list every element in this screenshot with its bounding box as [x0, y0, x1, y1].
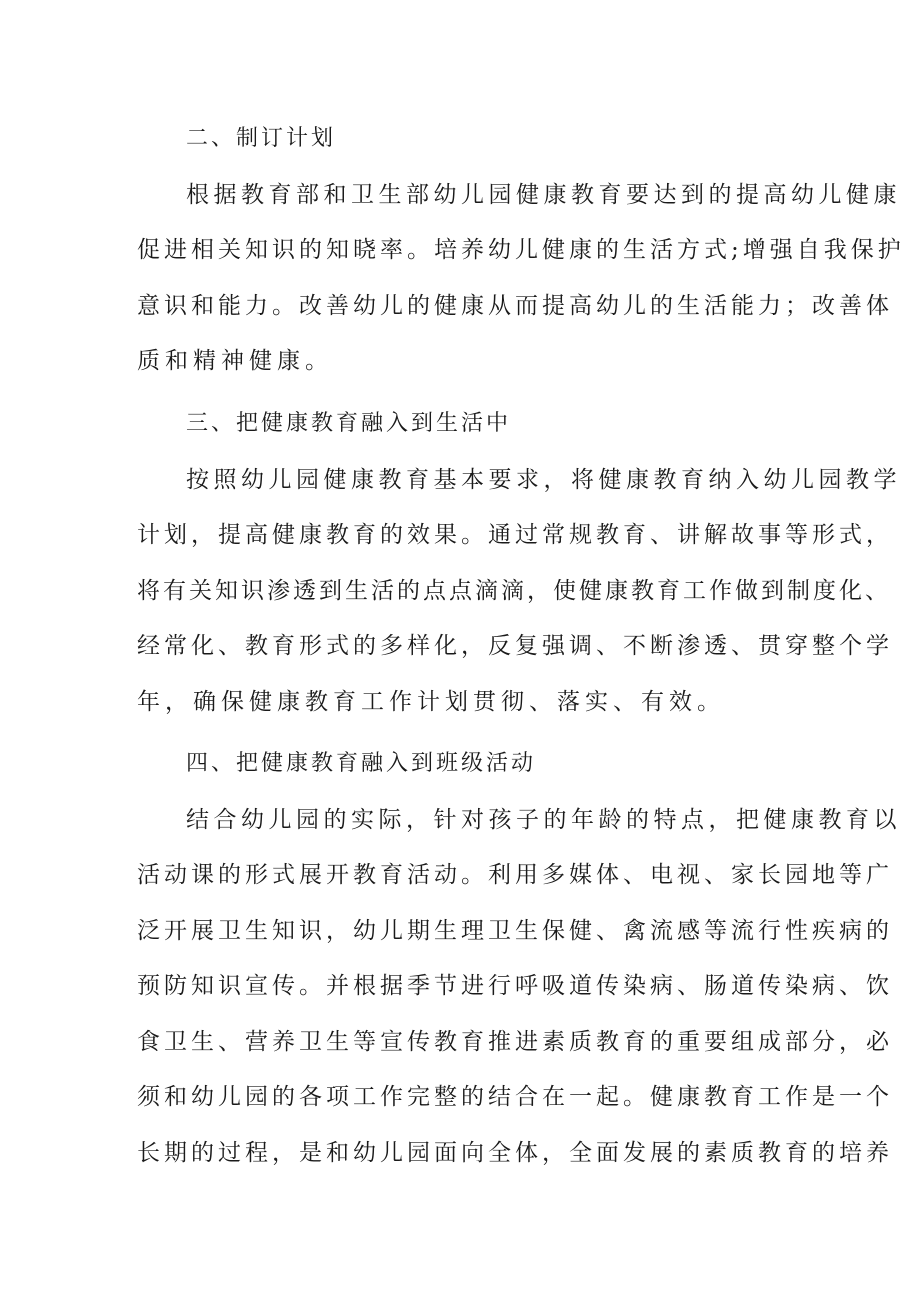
paragraph-line: 按照幼儿园健康教育基本要求，将健康教育纳入幼儿园教学 [186, 467, 901, 493]
section-heading-daily-life: 三、把健康教育融入到生活中 [186, 411, 512, 436]
paragraph-line: 泛开展卫生知识，幼儿期生理卫生保健、禽流感等流行性疾病的 [137, 918, 893, 944]
paragraph-line: 长期的过程，是和幼儿园面向全体，全面发展的素质教育的培养 [137, 1140, 893, 1166]
section-heading-class-activities: 四、把健康教育融入到班级活动 [186, 751, 537, 776]
paragraph-line: 促进相关知识的知晓率。培养幼儿健康的生活方式;增强自我保护 [137, 237, 905, 263]
paragraph-line: 计划，提高健康教育的效果。通过常规教育、讲解故事等形式， [137, 522, 893, 548]
section-heading-plan: 二、制订计划 [186, 126, 337, 151]
paragraph-line: 根据教育部和卫生部幼儿园健康教育要达到的提高幼儿健康 [186, 182, 901, 208]
paragraph-line: 将有关知识渗透到生活的点点滴滴，使健康教育工作做到制度化、 [137, 578, 891, 604]
paragraph-line: 食卫生、营养卫生等宣传教育推进素质教育的重要组成部分，必 [137, 1029, 893, 1055]
paragraph-line: 意识和能力。改善幼儿的健康从而提高幼儿的生活能力；改善体 [137, 293, 893, 319]
paragraph-line: 质和精神健康。 [137, 348, 333, 374]
paragraph-line: 须和幼儿园的各项工作完整的结合在一起。健康教育工作是一个 [137, 1084, 893, 1110]
paragraph-line: 活动课的形式展开教育活动。利用多媒体、电视、家长园地等广 [137, 862, 893, 888]
paragraph-line: 年，确保健康教育工作计划贯彻、落实、有效。 [137, 689, 725, 715]
paragraph-line: 结合幼儿园的实际，针对孩子的年龄的特点，把健康教育以 [186, 807, 901, 833]
paragraph-line: 预防知识宣传。并根据季节进行呼吸道传染病、肠道传染病、饮 [137, 973, 893, 999]
paragraph-line: 经常化、教育形式的多样化，反复强调、不断渗透、贯穿整个学 [137, 633, 893, 659]
